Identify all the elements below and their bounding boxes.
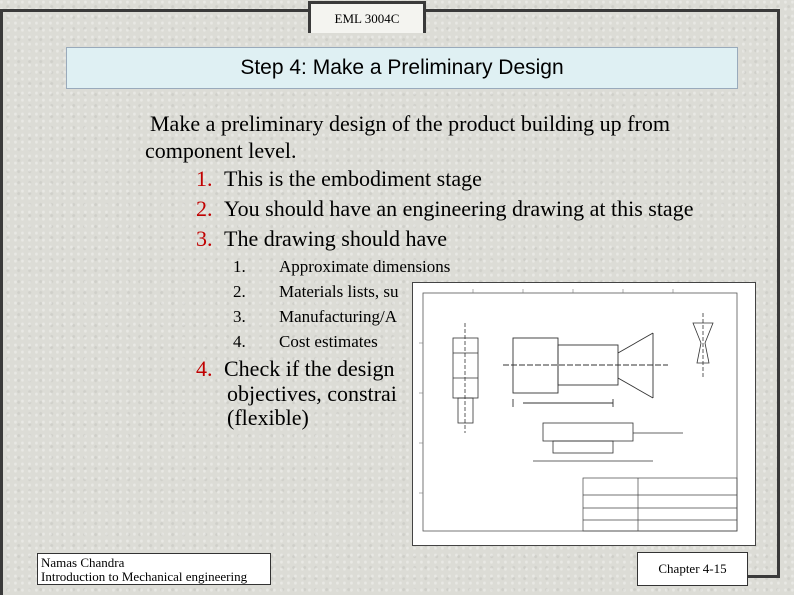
list-item-number: 4. — [196, 356, 213, 381]
list-item-number: 2. — [196, 196, 213, 221]
frame-bottom-right — [746, 575, 780, 578]
sub-list-item — [233, 279, 398, 304]
list-item — [196, 194, 693, 224]
list-item-number: 1. — [196, 166, 213, 191]
list-item-text: This is the embodiment stage — [224, 166, 482, 191]
engineering-drawing-sketch — [413, 283, 755, 545]
footer-course-name: Introduction to Mechanical engineering — [41, 569, 248, 584]
list-item-text: You should have an engineering drawing at this stage — [224, 196, 694, 221]
sub-list-item — [233, 329, 378, 354]
footer-author: Namas Chandra — [41, 555, 125, 570]
sub-item-number: 4. — [233, 332, 246, 351]
frame-top-left — [0, 9, 310, 12]
sub-item-text: Manufacturing/A — [279, 307, 398, 326]
intro-line-2: component level. — [145, 138, 297, 163]
engineering-drawing-image — [412, 282, 756, 546]
page-number: Chapter 4-15 — [658, 561, 727, 576]
list-item — [196, 224, 447, 254]
slide-title: Step 4: Make a Preliminary Design — [66, 47, 738, 89]
sub-item-text: Materials lists, su — [279, 282, 399, 301]
sub-item-number: 1. — [233, 257, 246, 276]
sub-list-item — [233, 304, 397, 329]
footer-page-box — [637, 552, 748, 586]
footer-author-box — [37, 553, 271, 585]
sub-item-number: 3. — [233, 307, 246, 326]
course-header: EML 3004C — [308, 1, 426, 33]
sub-item-text: Approximate dimensions — [279, 257, 451, 276]
frame-left — [0, 9, 3, 595]
list-item — [196, 164, 482, 194]
list-item-continuation: objectives, constrai — [227, 381, 397, 406]
list-item-text: The drawing should have — [224, 226, 447, 251]
sub-item-number: 2. — [233, 282, 246, 301]
frame-top-right — [424, 9, 780, 12]
intro-line-1: Make a preliminary design of the product building up from — [150, 111, 670, 136]
sub-list-item — [233, 254, 450, 279]
list-item-continuation: (flexible) — [227, 405, 309, 430]
list-item-text: Check if the design — [224, 356, 395, 381]
frame-right — [777, 9, 780, 577]
sub-item-text: Cost estimates — [279, 332, 378, 351]
list-item-number: 3. — [196, 226, 213, 251]
